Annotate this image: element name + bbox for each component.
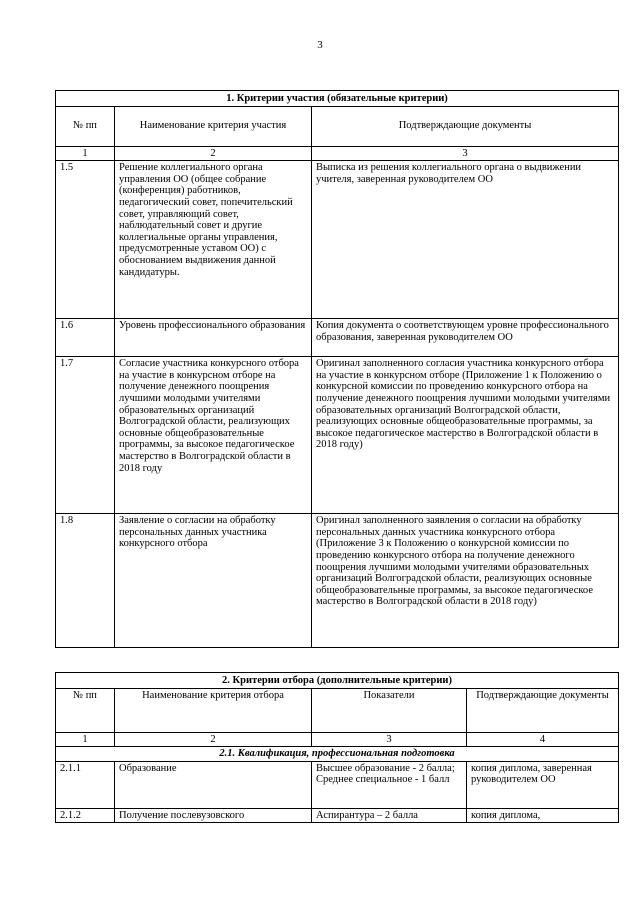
row-name: Получение послевузовского	[115, 808, 312, 823]
row-indicators: Высшее образование - 2 балла; Среднее специальное - 1 балл	[312, 761, 467, 808]
row-name: Согласие участника конкурсного отбора на участие в конкурсном отборе на получение денежного поощрения лучшими молодыми учителями образовательных организаций Волгоградской области, реализующих основные общеобразовательные программы, за высокое педагогическое мастерство в Волгоградской области в 2018 году	[115, 357, 312, 514]
row-num: 1.7	[56, 357, 115, 514]
row-docs: Оригинал заполненного заявления о согласии на обработку персональных данных участника конкурсного отбора (Приложение 3 к Положению о конкурсной комиссии по проведению конкурсного отбора на получение денежного поощрения лучшими молодыми учителями образовательных организаций Волгоградской области, реализующих основные общеобразовательные программы, за высокое педагогическое мастерство в Волгоградской области в 2018 году)	[312, 514, 619, 648]
row-indicators: Аспирантура – 2 балла	[312, 808, 467, 823]
row-name: Образование	[115, 761, 312, 808]
row-docs: Копия документа о соответствующем уровне профессионального образования, заверенная руководителем ОО	[312, 319, 619, 357]
table-row	[56, 319, 619, 357]
participation-criteria-table	[55, 90, 619, 648]
row-name: Решение коллегиального органа управления ОО (общее собрание (конференция) работников, педагогический совет, попечительский совет, управляющий совет, наблюдательный совет и другие коллегиальные органы управления, предусмотренные уставом ОО) с обоснованием выдвижения данной кандидатуры.	[115, 161, 312, 319]
table-row	[56, 514, 619, 648]
col-number: 1	[56, 146, 115, 161]
col-number: 2	[115, 732, 312, 747]
row-num: 1.6	[56, 319, 115, 357]
row-docs: копия диплома,	[467, 808, 619, 823]
table-row	[56, 761, 619, 808]
row-num: 2.1.2	[56, 808, 115, 823]
col-number: 3	[312, 732, 467, 747]
col-number: 2	[115, 146, 312, 161]
subsection-title: 2.1. Квалификация, профессиональная подготовка	[56, 747, 619, 762]
header-docs: Подтверждающие документы	[467, 688, 619, 732]
table2-title: 2. Критерии отбора (дополнительные критерии)	[56, 673, 619, 689]
row-num: 1.5	[56, 161, 115, 319]
row-num: 1.8	[56, 514, 115, 648]
header-num: № пп	[56, 106, 115, 146]
col-number: 3	[312, 146, 619, 161]
row-docs: Оригинал заполненного согласия участника конкурсного отбора на участие в конкурсном отборе (Приложение 1 к Положению о конкурсной комиссии по проведению конкурсного отбора на получение денежного поощрения лучшими молодыми учителями образовательных организаций Волгоградской области, реализующих основные общеобразовательные программы, за высокое педагогическое мастерство в Волгоградской области в 2018 году)	[312, 357, 619, 514]
header-num: № пп	[56, 688, 115, 732]
table1-title: 1. Критерии участия (обязательные критерии)	[56, 91, 619, 107]
col-number: 4	[467, 732, 619, 747]
header-indicators: Показатели	[312, 688, 467, 732]
selection-criteria-table	[55, 672, 619, 823]
table-row	[56, 357, 619, 514]
row-docs: копия диплома, заверенная руководителем ОО	[467, 761, 619, 808]
header-name: Наименование критерия отбора	[115, 688, 312, 732]
table-row	[56, 161, 619, 319]
row-docs: Выписка из решения коллегиального органа о выдвижении учителя, заверенная руководителем ОО	[312, 161, 619, 319]
header-docs: Подтверждающие документы	[312, 106, 619, 146]
row-num: 2.1.1	[56, 761, 115, 808]
col-number: 1	[56, 732, 115, 747]
row-name: Заявление о согласии на обработку персональных данных участника конкурсного отбора	[115, 514, 312, 648]
table-row	[56, 808, 619, 823]
page-number: 3	[317, 39, 323, 51]
header-name: Наименование критерия участия	[115, 106, 312, 146]
row-name: Уровень профессионального образования	[115, 319, 312, 357]
